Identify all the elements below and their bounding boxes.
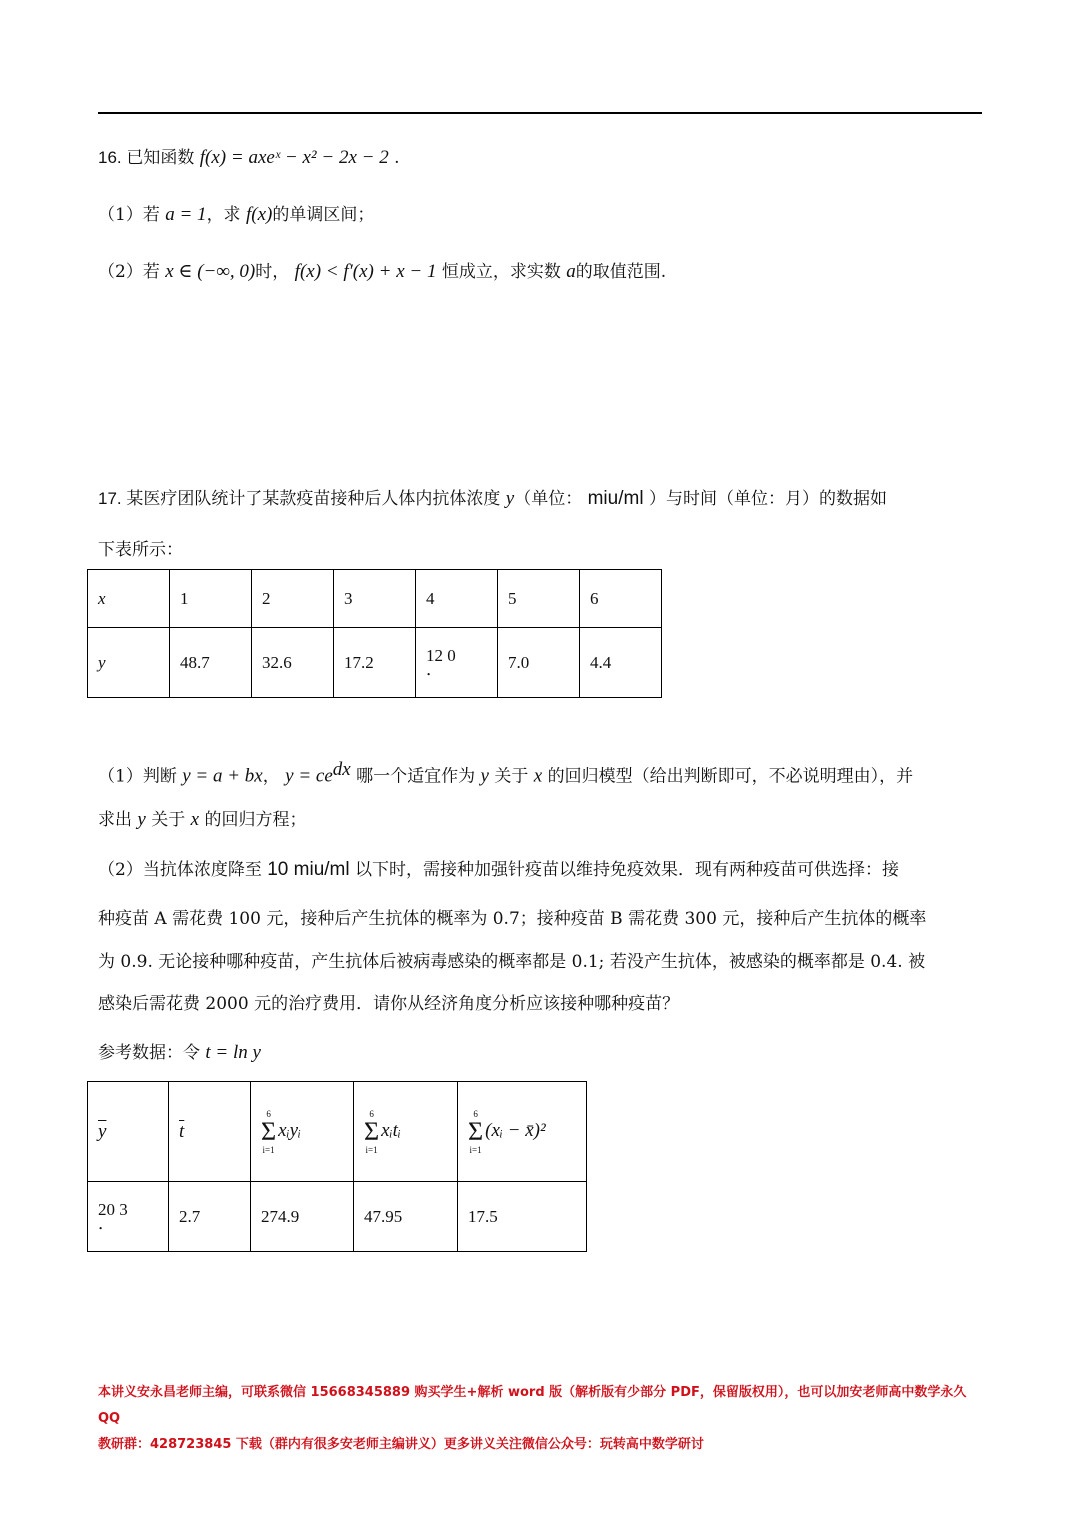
table-cell: 32.6 <box>252 628 334 698</box>
table-row-values <box>88 1182 587 1252</box>
q16-part2: （2）若 x ∈ (−∞, 0)时， f(x) < f′(x) + x − 1 恒成立，求实数 a的取值范围. <box>98 261 667 282</box>
table-row-y <box>88 628 662 698</box>
sum-symbol: 6 Σ i=1 <box>261 1108 277 1155</box>
table-header-y: y <box>88 628 170 698</box>
header-rule <box>98 112 982 114</box>
table-cell: 2.7 <box>169 1182 251 1252</box>
sum-symbol: 6 Σ i=1 <box>364 1108 380 1155</box>
q17-stem-line2: 下表所示： <box>98 540 183 560</box>
table-cell: 47.95 <box>354 1182 458 1252</box>
footer-line-2: 教研群：428723845 下载（群内有很多安老师主编讲义）更多讲义关注微信公众号：玩转高中数学研讨 <box>98 1437 704 1452</box>
table-cell: 4.4 <box>580 628 662 698</box>
reference-table <box>87 1081 587 1252</box>
q17-part2-line1: （2）当抗体浓度降至 10 miu/ml 以下时，需接种加强针疫苗以维持免疫效果．现有两种疫苗可供选择：接 <box>98 859 899 880</box>
table-cell: 274.9 <box>251 1182 354 1252</box>
ybar-header: $\overline{y}$ <box>98 1120 107 1142</box>
table-cell: 7.0 <box>498 628 580 698</box>
footer-line-1: 本讲义安永昌老师主编，可联系微信 15668345889 购买学生+解析 word 版（解析版有少部分 PDF，保留版权用），也可以加安老师高中数学永久 QQ <box>98 1385 967 1426</box>
table-cell: 5 <box>498 570 580 628</box>
table-cell: 20 3 ． <box>88 1182 169 1252</box>
data-table-xy <box>87 569 662 698</box>
table-cell: 6 <box>580 570 662 628</box>
sum-sq-header: (xᵢ − x̄)² <box>485 1119 546 1141</box>
table-row-header <box>88 1082 587 1182</box>
q16-formula: f(x) = axeˣ − x² − 2x − 2 <box>199 147 389 168</box>
table-row-x <box>88 570 662 628</box>
table-cell: 4 <box>416 570 498 628</box>
table-cell: 3 <box>334 570 416 628</box>
q17-part2-line4: 感染后需花费 2000 元的治疗费用．请你从经济角度分析应该接种哪种疫苗？ <box>98 994 680 1014</box>
sum-symbol: 6 Σ i=1 <box>468 1108 484 1155</box>
table-cell: 48.7 <box>170 628 252 698</box>
q16-part1: （1）若 a = 1，求 f(x)的单调区间； <box>98 204 375 225</box>
table-cell: 17.5 <box>458 1182 587 1252</box>
table-cell: 1 <box>170 570 252 628</box>
q17-part2-line2: 种疫苗 A 需花费 100 元，接种后产生抗体的概率为 0.7；接种疫苗 B 需花费 300 元，接种后产生抗体的概率 <box>98 909 927 929</box>
q17-part1-line1: （1）判断 y = a + bx， $y = ce^{dx}$ 哪一个适宜作为 y 关于 x 的回归模型（给出判断即可，不必说明理由），并 <box>98 759 914 787</box>
q17-stem-line1: 17. 某医疗团队统计了某款疫苗接种后人体内抗体浓度 y（单位： miu/ml ）与时间（单位：月）的数据如 <box>98 488 887 509</box>
sum-xy-header: xᵢyᵢ <box>278 1119 302 1141</box>
footer-note <box>98 1380 982 1458</box>
q17-part1-line2: 求出 y 关于 x 的回归方程； <box>98 809 307 830</box>
table-header-x: x <box>88 570 170 628</box>
sum-xt-header: xᵢtᵢ <box>381 1119 401 1141</box>
table-cell: 2 <box>252 570 334 628</box>
q16-stem: 16. 已知函数 f(x) = axeˣ − x² − 2x − 2 . <box>98 147 400 168</box>
table-cell: 17.2 <box>334 628 416 698</box>
tbar-header: $\overline{t}$ <box>179 1120 185 1142</box>
table-cell: 12 0 ． <box>416 628 498 698</box>
q17-part2-line3: 为 0.9. 无论接种哪种疫苗，产生抗体后被病毒感染的概率都是 0.1; 若没产生抗体，被感染的概率都是 0.4. 被 <box>98 952 926 972</box>
q17-reference-label: 参考数据：令 t = ln y <box>98 1042 261 1063</box>
